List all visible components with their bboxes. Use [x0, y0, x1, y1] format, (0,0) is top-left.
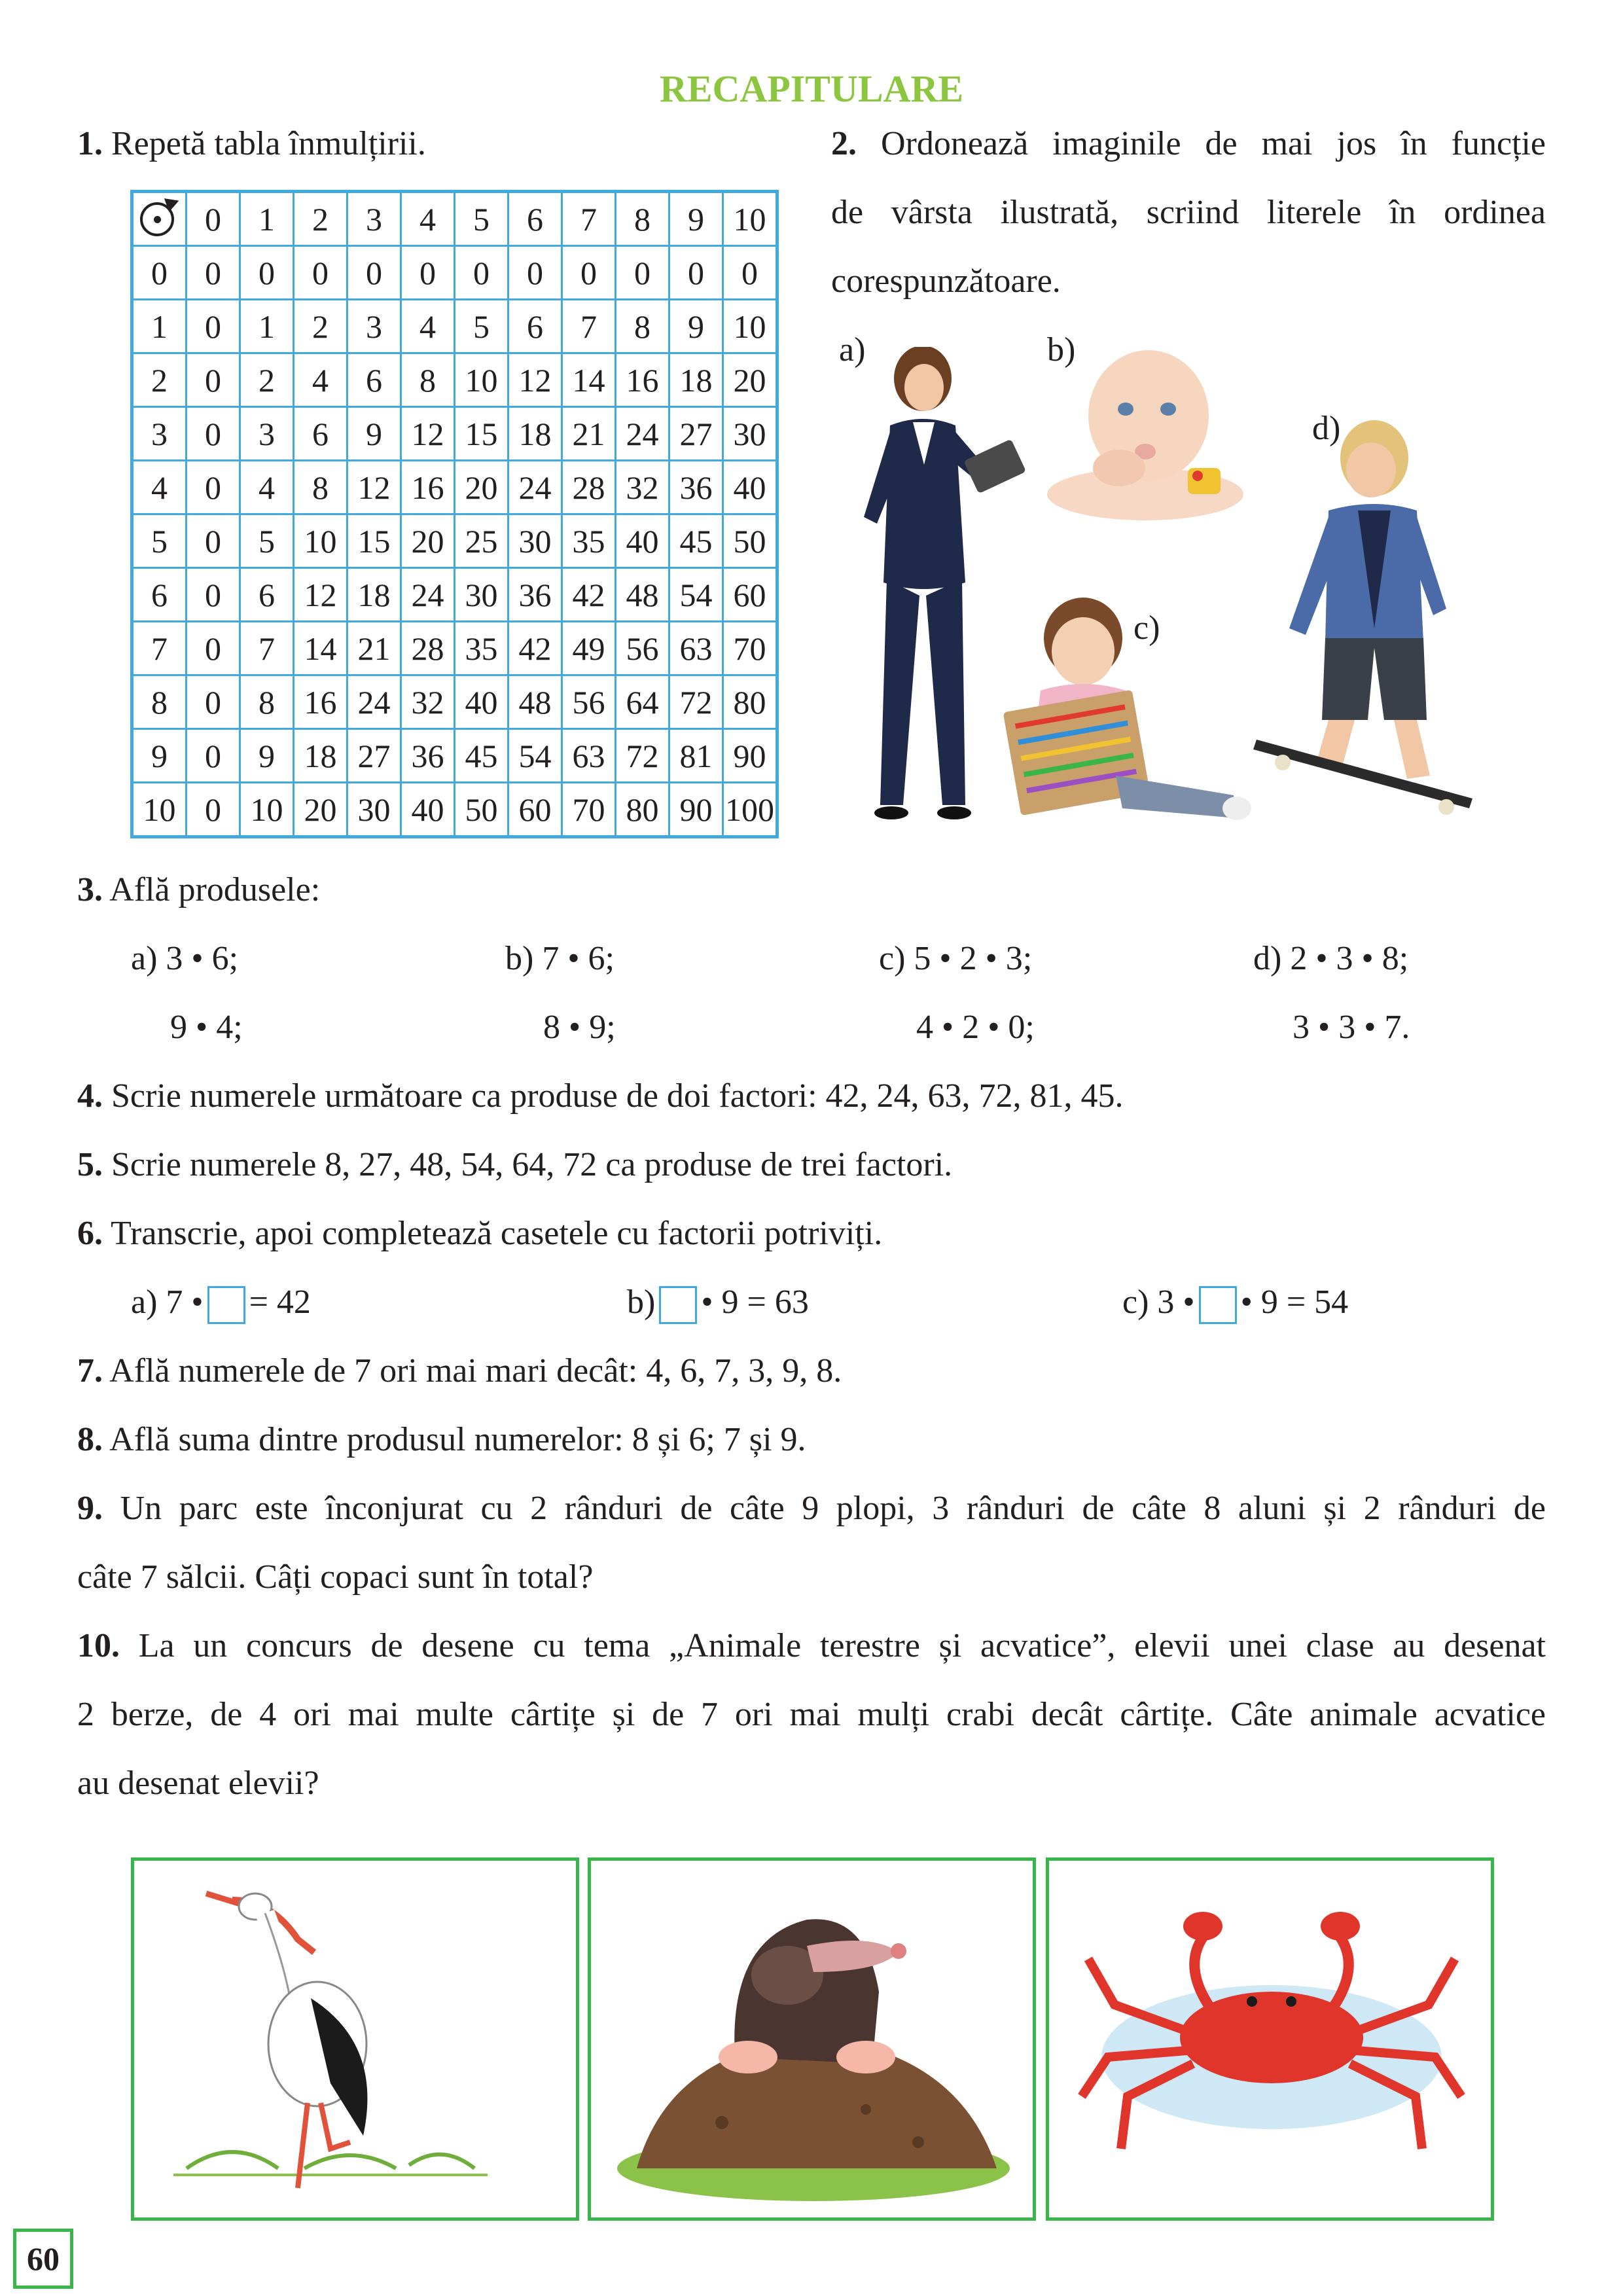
table-cell: 0	[508, 246, 562, 300]
table-cell: 18	[508, 407, 562, 461]
table-cell: 8	[616, 300, 669, 353]
table-cell: 0	[187, 568, 240, 622]
exercise-text: Află produsele:	[109, 871, 321, 908]
table-cell: 80	[616, 783, 669, 837]
mole-frame	[588, 1857, 1036, 2221]
table-cell: 30	[455, 568, 508, 622]
boy-on-skateboard-photo	[1243, 412, 1479, 818]
table-cell: 9	[348, 407, 401, 461]
table-row	[132, 407, 777, 461]
table-cell: 54	[508, 729, 562, 783]
page-number: 60	[13, 2229, 73, 2289]
table-cell: 12	[348, 461, 401, 514]
table-cell: 4	[240, 461, 294, 514]
table-header-cell: 2	[294, 192, 348, 246]
answer-box[interactable]	[659, 1286, 697, 1324]
exercise-number: 9.	[77, 1490, 103, 1527]
table-cell: 6	[508, 300, 562, 353]
exercise-2-line-2: de vârsta ilustrată, scriind literele în ordinea	[831, 194, 1546, 231]
table-cell: 27	[348, 729, 401, 783]
exercise-7	[77, 1352, 842, 1391]
answer-box[interactable]	[1199, 1286, 1237, 1324]
table-row	[132, 675, 777, 729]
table-cell: 14	[294, 622, 348, 675]
table-cell: 18	[669, 353, 723, 407]
table-cell: 28	[562, 461, 616, 514]
table-cell: 7	[562, 300, 616, 353]
table-cell: 0	[240, 246, 294, 300]
table-cell: 4	[294, 353, 348, 407]
stork-frame	[131, 1857, 579, 2221]
table-cell: 15	[455, 407, 508, 461]
exercise-number: 10.	[77, 1627, 120, 1664]
equation-part: a) 7 •	[131, 1283, 204, 1321]
table-cell: 0	[455, 246, 508, 300]
table-cell: 35	[562, 514, 616, 568]
exercise-10-line-2: 2 berze, de 4 ori mai multe cârtițe și de 7 ori mai mulți crabi decât cârtițe. Câte animale acvatice	[77, 1696, 1546, 1733]
page-title: RECAPITULARE	[659, 67, 964, 110]
exercise-text: Află numerele de 7 ori mai mari decât: 4, 6, 7, 3, 9, 8.	[109, 1352, 842, 1390]
table-cell: 16	[401, 461, 455, 514]
exercise-text: Repetă tabla înmulțirii.	[111, 125, 426, 162]
table-row-header-cell: 6	[132, 568, 187, 622]
exercise-3-d-2: 3 • 3 • 7.	[1293, 1009, 1410, 1046]
table-cell: 28	[401, 622, 455, 675]
exercise-number: 7.	[77, 1352, 103, 1390]
table-cell: 42	[508, 622, 562, 675]
table-cell: 15	[348, 514, 401, 568]
table-cell: 0	[187, 675, 240, 729]
exercise-2-line-1	[831, 124, 1546, 164]
table-cell: 49	[562, 622, 616, 675]
child-with-abacus-photo	[985, 586, 1253, 834]
table-row	[132, 729, 777, 783]
mole-illustration	[591, 1861, 1033, 2217]
table-cell: 42	[562, 568, 616, 622]
exercise-10-line-3: au desenat elevii?	[77, 1765, 319, 1802]
table-row	[132, 461, 777, 514]
table-cell: 60	[723, 568, 777, 622]
table-cell: 5	[240, 514, 294, 568]
table-cell: 0	[562, 246, 616, 300]
exercise-text: Scrie numerele următoare ca produse de doi factori: 42, 24, 63, 72, 81, 45.	[111, 1077, 1124, 1115]
table-cell: 21	[562, 407, 616, 461]
multiplication-table	[130, 190, 779, 838]
table-cell: 36	[401, 729, 455, 783]
baby-photo	[1041, 331, 1257, 527]
crab-illustration	[1049, 1861, 1491, 2217]
exercise-9-line-2: câte 7 sălcii. Câți copaci sunt în total?	[77, 1558, 594, 1596]
equation-part: • 9 = 63	[701, 1283, 809, 1321]
exercise-number: 1.	[77, 125, 103, 162]
table-cell: 48	[616, 568, 669, 622]
table-cell: 63	[669, 622, 723, 675]
table-cell: 27	[669, 407, 723, 461]
table-cell: 10	[455, 353, 508, 407]
table-row	[132, 353, 777, 407]
exercise-number: 2.	[831, 125, 857, 162]
table-cell: 0	[616, 246, 669, 300]
table-cell: 2	[294, 300, 348, 353]
table-cell: 20	[401, 514, 455, 568]
table-cell: 81	[669, 729, 723, 783]
crab-frame	[1046, 1857, 1494, 2221]
table-cell: 10	[240, 783, 294, 837]
exercise-text: Ordonează imaginile de mai jos în funcție	[880, 125, 1546, 162]
table-cell: 70	[723, 622, 777, 675]
table-cell: 35	[455, 622, 508, 675]
table-cell: 3	[240, 407, 294, 461]
exercise-number: 3.	[77, 871, 103, 908]
table-cell: 0	[348, 246, 401, 300]
table-cell: 20	[294, 783, 348, 837]
table-row-header-cell: 4	[132, 461, 187, 514]
table-cell: 12	[294, 568, 348, 622]
table-row	[132, 246, 777, 300]
exercise-6	[77, 1214, 882, 1253]
table-row	[132, 300, 777, 353]
exercise-10-line-1	[77, 1626, 1546, 1666]
table-row-header-cell: 7	[132, 622, 187, 675]
stork-illustration	[134, 1861, 576, 2217]
table-cell: 50	[455, 783, 508, 837]
exercise-text: Un parc este înconjurat cu 2 rânduri de câte 9 plopi, 3 rânduri de câte 8 aluni și 2 rânduri de	[120, 1490, 1546, 1527]
table-row-header-cell: 10	[132, 783, 187, 837]
table-cell: 70	[562, 783, 616, 837]
table-cell: 6	[240, 568, 294, 622]
table-cell: 72	[669, 675, 723, 729]
table-cell: 18	[294, 729, 348, 783]
exercise-9-line-1	[77, 1489, 1546, 1528]
table-cell: 30	[723, 407, 777, 461]
exercise-6-a	[131, 1283, 311, 1324]
exercise-text: Scrie numerele 8, 27, 48, 54, 64, 72 ca produse de trei factori.	[111, 1146, 953, 1183]
table-cell: 20	[723, 353, 777, 407]
exercise-3	[77, 870, 320, 910]
table-cell: 36	[669, 461, 723, 514]
table-cell: 32	[616, 461, 669, 514]
table-cell: 16	[294, 675, 348, 729]
exercise-2-line-3: corespunzătoare.	[831, 262, 1061, 300]
table-cell: 7	[240, 622, 294, 675]
table-cell: 18	[348, 568, 401, 622]
equation-part: • 9 = 54	[1240, 1283, 1349, 1321]
table-row	[132, 568, 777, 622]
table-cell: 0	[187, 514, 240, 568]
exercise-6-b	[627, 1283, 809, 1324]
table-cell: 1	[240, 300, 294, 353]
table-cell: 21	[348, 622, 401, 675]
table-cell: 56	[616, 622, 669, 675]
table-row-header-cell: 0	[132, 246, 187, 300]
table-cell: 24	[508, 461, 562, 514]
photo-label-c: c)	[1133, 609, 1160, 647]
table-cell: 6	[348, 353, 401, 407]
table-header-cell: 6	[508, 192, 562, 246]
exercise-number: 5.	[77, 1146, 103, 1183]
table-cell: 100	[723, 783, 777, 837]
table-cell: 0	[187, 300, 240, 353]
table-row	[132, 783, 777, 837]
table-cell: 12	[508, 353, 562, 407]
table-cell: 24	[401, 568, 455, 622]
table-cell: 8	[240, 675, 294, 729]
table-cell: 0	[187, 783, 240, 837]
table-cell: 8	[294, 461, 348, 514]
table-cell: 10	[294, 514, 348, 568]
equation-part: c) 3 •	[1122, 1283, 1195, 1321]
exercise-3-a-2: 9 • 4;	[170, 1009, 243, 1046]
table-header-cell: 0	[187, 192, 240, 246]
table-row-header-cell: 1	[132, 300, 187, 353]
table-header-cell: 7	[562, 192, 616, 246]
table-cell: 56	[562, 675, 616, 729]
table-cell: 8	[401, 353, 455, 407]
table-cell: 54	[669, 568, 723, 622]
table-cell: 14	[562, 353, 616, 407]
answer-box[interactable]	[207, 1286, 245, 1324]
table-cell: 45	[455, 729, 508, 783]
table-row-header-cell: 9	[132, 729, 187, 783]
rotation-arrow-icon	[132, 192, 187, 246]
table-cell: 60	[508, 783, 562, 837]
table-cell: 0	[723, 246, 777, 300]
table-cell: 80	[723, 675, 777, 729]
photo-label-a: a)	[839, 331, 866, 368]
exercise-3-a-1: a) 3 • 6;	[131, 940, 239, 977]
exercise-1	[77, 124, 426, 164]
exercise-number: 4.	[77, 1077, 103, 1115]
exercise-8	[77, 1420, 806, 1460]
table-cell: 9	[240, 729, 294, 783]
table-header-cell: 10	[723, 192, 777, 246]
table-cell: 30	[508, 514, 562, 568]
table-header-cell: 5	[455, 192, 508, 246]
table-cell: 6	[294, 407, 348, 461]
exercise-number: 8.	[77, 1421, 103, 1458]
photo-label-d: d)	[1312, 410, 1341, 447]
table-cell: 0	[187, 353, 240, 407]
table-row-header-cell: 8	[132, 675, 187, 729]
table-row-header-cell: 2	[132, 353, 187, 407]
exercise-6-c	[1122, 1283, 1348, 1324]
table-cell: 16	[616, 353, 669, 407]
table-cell: 90	[723, 729, 777, 783]
exercise-4	[77, 1077, 1124, 1116]
exercise-3-c-1: c) 5 • 2 • 3;	[879, 940, 1033, 977]
table-cell: 64	[616, 675, 669, 729]
exercise-text: Transcrie, apoi completează casetele cu factorii potriviți.	[111, 1215, 883, 1252]
exercise-3-c-2: 4 • 2 • 0;	[916, 1009, 1035, 1046]
table-header-cell: 3	[348, 192, 401, 246]
table-cell: 0	[187, 407, 240, 461]
table-cell: 72	[616, 729, 669, 783]
table-cell: 40	[401, 783, 455, 837]
exercise-3-d-1: d) 2 • 3 • 8;	[1253, 940, 1409, 977]
table-cell: 30	[348, 783, 401, 837]
exercise-3-b-1: b) 7 • 6;	[505, 940, 615, 977]
table-cell: 24	[616, 407, 669, 461]
exercise-5	[77, 1145, 952, 1185]
table-cell: 63	[562, 729, 616, 783]
table-cell: 40	[455, 675, 508, 729]
table-cell: 32	[401, 675, 455, 729]
table-cell: 4	[401, 300, 455, 353]
equation-part: = 42	[249, 1283, 311, 1321]
table-cell: 90	[669, 783, 723, 837]
table-cell: 0	[294, 246, 348, 300]
table-cell: 5	[455, 300, 508, 353]
table-cell: 3	[348, 300, 401, 353]
table-cell: 24	[348, 675, 401, 729]
exercise-text: Află suma dintre produsul numerelor: 8 și 6; 7 și 9.	[109, 1421, 806, 1458]
table-cell: 9	[669, 300, 723, 353]
photo-label-b: b)	[1047, 331, 1076, 368]
table-header-cell: 4	[401, 192, 455, 246]
table-row-header-cell: 3	[132, 407, 187, 461]
table-cell: 20	[455, 461, 508, 514]
table-header-cell: 8	[616, 192, 669, 246]
equation-part: b)	[627, 1283, 656, 1321]
table-cell: 45	[669, 514, 723, 568]
table-cell: 36	[508, 568, 562, 622]
table-cell: 0	[187, 246, 240, 300]
table-cell: 40	[723, 461, 777, 514]
table-cell: 48	[508, 675, 562, 729]
exercise-3-b-2: 8 • 9;	[543, 1009, 616, 1046]
exercise-number: 6.	[77, 1215, 103, 1252]
table-cell: 2	[240, 353, 294, 407]
table-cell: 10	[723, 300, 777, 353]
table-header-row	[132, 192, 777, 246]
table-row-header-cell: 5	[132, 514, 187, 568]
table-cell: 25	[455, 514, 508, 568]
table-cell: 40	[616, 514, 669, 568]
exercise-text: La un concurs de desene cu tema „Animale terestre și acvatice”, elevii unei clase au desenat	[138, 1627, 1546, 1664]
table-cell: 50	[723, 514, 777, 568]
table-cell: 0	[187, 622, 240, 675]
table-cell: 12	[401, 407, 455, 461]
table-cell: 0	[669, 246, 723, 300]
table-header-cell: 1	[240, 192, 294, 246]
table-row	[132, 622, 777, 675]
table-cell: 0	[187, 729, 240, 783]
table-row	[132, 514, 777, 568]
table-header-cell: 9	[669, 192, 723, 246]
table-cell: 0	[187, 461, 240, 514]
table-cell: 0	[401, 246, 455, 300]
